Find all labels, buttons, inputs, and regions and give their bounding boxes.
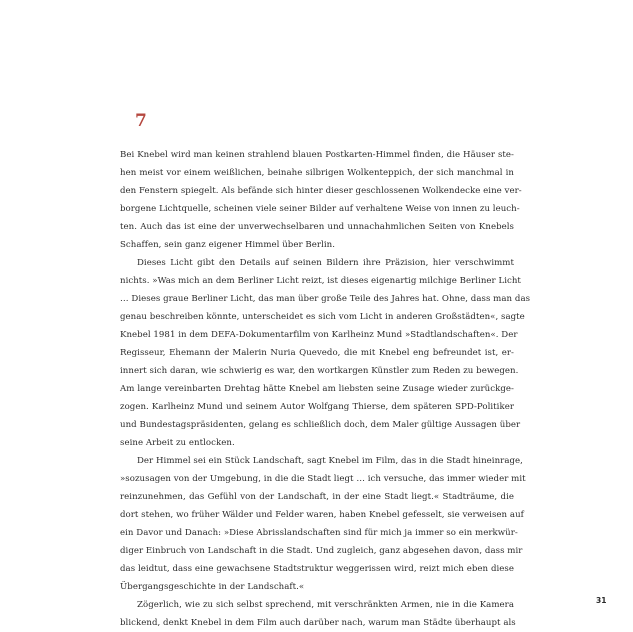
text-line: Am lange vereinbarten Drehtag hätte Knebel am liebsten seine Zusage wieder zurückge- <box>120 384 514 394</box>
page-number: 31 <box>596 596 607 605</box>
text-line: das leidtut, dass eine gewachsene Stadtstruktur weggerissen wird, reizt mich eben diese <box>120 564 514 574</box>
text-line: den Fenstern spiegelt. Als befände sich hinter dieser geschlossenen Wolkendecke eine ver- <box>120 186 522 196</box>
text-line: dort stehen, wo früher Wälder und Felder waren, haben Knebel gefesselt, sie verweisen auf <box>120 510 524 520</box>
text-line: Der Himmel sei ein Stück Landschaft, sagt Knebel im Film, das in die Stadt hineinrage, <box>137 456 523 466</box>
text-line: innert sich daran, wie schwierig es war, den wortkargen Künstler zum Reden zu bewegen. <box>120 366 519 376</box>
text-line: Zögerlich, wie zu sich selbst sprechend, mit verschränkten Armen, nie in die Kamera <box>137 600 514 610</box>
text-line: diger Einbruch von Landschaft in die Stadt. Und zugleich, ganz abgesehen davon, dass mir <box>120 546 523 556</box>
text-line: ten. Auch das ist eine der unverwechselbaren und unnachahmlichen Seiten von Knebels <box>120 222 514 232</box>
text-line: hen meist vor einem weißlichen, beinahe silbrigen Wolkenteppich, der sich manchmal in <box>120 168 514 178</box>
text-line: und Bundestagspräsidenten, gelang es schließlich doch, dem Maler gültige Aussagen über <box>120 420 521 430</box>
text-line: … Dieses graue Berliner Licht, das man über große Teile des Jahres hat. Ohne, dass man das <box>120 294 531 304</box>
text-line: Dieses Licht gibt den Details auf seinen Bildern ihre Präzision, hier verschwimmt <box>137 258 514 268</box>
text-line: borgene Lichtquelle, scheinen viele seiner Bilder auf verhaltene Weise von innen zu leuch- <box>120 204 520 214</box>
text-line: Bei Knebel wird man keinen strahlend blauen Postkarten-Himmel finden, die Häuser ste- <box>120 150 514 160</box>
text-line: nichts. »Was mich an dem Berliner Licht reizt, ist dieses eigenartig milchige Berliner Licht <box>120 276 521 286</box>
text-line: Knebel 1981 in dem DEFA-Dokumentarfilm von Karlheinz Mund »Stadtlandschaften«. Der <box>120 330 518 340</box>
text-line: Übergangsgeschichte in der Landschaft.« <box>120 582 305 592</box>
text-line: Regisseur, Ehemann der Malerin Nuria Quevedo, die mit Knebel eng befreundet ist, er- <box>120 348 514 358</box>
text-line: Schaffen, sein ganz eigener Himmel über Berlin. <box>120 240 335 250</box>
text-line: »sozusagen von der Umgebung, in die die Stadt liegt … ich versuche, das immer wieder mit <box>120 474 526 484</box>
text-line: blickend, denkt Knebel in dem Film auch darüber nach, warum man Städte überhaupt als <box>120 618 516 628</box>
chapter-number: 7 <box>135 111 147 131</box>
text-line: genau beschreiben könnte, unterscheidet es sich vom Licht in anderen Großstädten«, sagte <box>120 312 525 322</box>
text-line: zogen. Karlheinz Mund und seinem Autor Wolfgang Thierse, dem späteren SPD-Politiker <box>120 402 514 412</box>
body-text <box>120 146 531 632</box>
text-line: ein Davor und Danach: »Diese Abrisslandschaften sind für mich ja immer so ein merkwür- <box>120 528 518 538</box>
text-line: reinzunehmen, das Gefühl von der Landschaft, in der eine Stadt liegt.« Stadträume, die <box>120 492 514 502</box>
text-line: seine Arbeit zu entlocken. <box>120 438 235 448</box>
